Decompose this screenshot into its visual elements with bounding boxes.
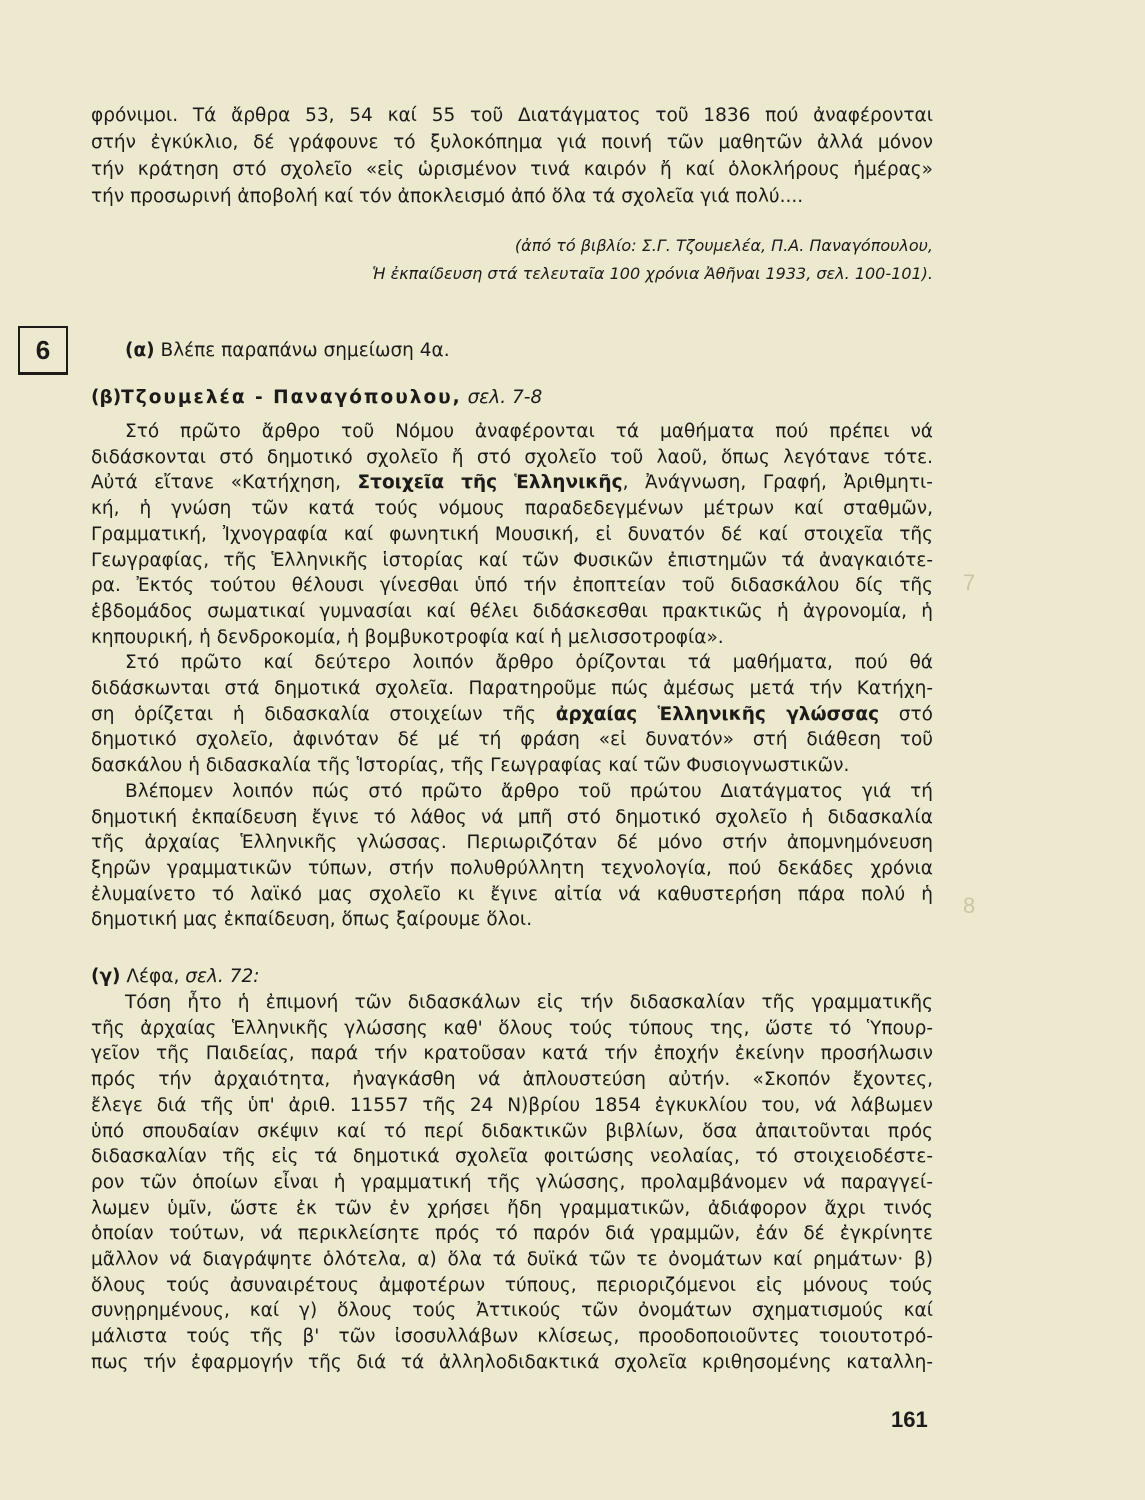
emphasis-text: ἀρχαίας Ἑλληνικῆς γλώσσας bbox=[555, 704, 880, 725]
section-b-line bbox=[91, 856, 933, 882]
bleed-through-mark: 7 bbox=[963, 570, 976, 595]
section-c-line: λωμεν ὑμῖν, ὥστε ἐκ τῶν ἐν χρήσει ἤδη γραμματικῶν, ἀδιάφορον ἄχρι τινός bbox=[91, 1198, 933, 1219]
section-b-line bbox=[91, 599, 933, 625]
section-b-line bbox=[91, 625, 933, 651]
emphasis-text: Στοιχεῖα τῆς Ἑλληνικῆς bbox=[357, 472, 623, 493]
text-run: δασκάλου ἡ διδασκαλία τῆς Ἱστορίας, τῆς Γεωγραφίας καί τῶν Φυσιογνωστικῶν. bbox=[91, 755, 850, 776]
section-b-ref: σελ. 7-8 bbox=[467, 387, 543, 408]
section-b-line bbox=[125, 419, 933, 445]
section-c-line: ὑπό σπουδαίαν σκέψιν καί τό περί διδακτικῶν βιβλίων, ὅσα ἀπαιτοῦνται πρός bbox=[91, 1121, 933, 1142]
section-b-line bbox=[91, 548, 933, 574]
section-b-label: (β) bbox=[91, 387, 122, 408]
citation-line-1: (ἀπό τό βιβλίο: Σ.Γ. Τζουμελέα, Π.Α. Παναγόπουλου, bbox=[514, 236, 933, 255]
section-b-line bbox=[91, 573, 933, 599]
text-run: κή, ἡ γνώση τῶν κατά τούς νόμους παραδεδεγμένων μέτρων καί σταθμῶν, bbox=[91, 498, 933, 519]
section-a-text: Βλέπε παραπάνω σημείωση 4α. bbox=[160, 340, 450, 361]
text-run: ἐλυμαίνετο τό λαϊκό μας σχολεῖο κι ἔγινε αἰτία νά καθυστερήση πάρα πολύ ἡ bbox=[91, 884, 933, 905]
section-b-line bbox=[91, 882, 933, 908]
text-run: ξηρῶν γραμματικῶν τύπων, στήν πολυθρύλλητη τεχνολογία, πού δεκάδες χρόνια bbox=[91, 858, 933, 879]
section-b-line bbox=[91, 445, 933, 471]
section-c-label: (γ) bbox=[91, 966, 121, 987]
text-run: στό bbox=[879, 704, 933, 725]
intro-line: στήν ἐγκύκλιο, δέ γράφουνε τό ξυλοκόπημα γιά ποινή τῶν μαθητῶν ἀλλά μόνον bbox=[91, 132, 933, 153]
section-b-heading bbox=[91, 385, 542, 411]
section-c-line: γεῖον τῆς Παιδείας, παρά τήν κρατοῦσαν κατά τήν ἐποχήν ἐκείνην προσήλωσιν bbox=[91, 1043, 933, 1064]
text-run: Αὐτά εἴτανε «Κατήχηση, bbox=[91, 472, 358, 493]
section-a bbox=[125, 338, 450, 364]
section-c-author: Λέφα, bbox=[126, 966, 180, 987]
section-c-heading bbox=[91, 964, 259, 990]
section-b-line bbox=[91, 702, 933, 728]
text-run: ση ὁρίζεται ἡ διδασκαλία στοιχείων τῆς bbox=[91, 704, 556, 725]
text-run: ρα. Ἐκτός τούτου θέλουσι γίνεσθαι ὑπό τήν ἐποπτείαν τοῦ διδασκάλου δίς τῆς bbox=[91, 575, 933, 596]
text-run: Γραμματική, Ἰχνογραφία καί φωνητική Μουσική, εἰ δυνατόν δέ καί στοιχεῖα τῆς bbox=[91, 524, 933, 545]
section-c-line: πρός τήν ἀρχαιότητα, ἠναγκάσθη νά ἁπλουστεύση αὐτήν. «Σκοπόν ἔχοντες, bbox=[91, 1069, 933, 1090]
section-b-author: Τζουμελέα - Παναγόπουλου, bbox=[121, 387, 462, 408]
section-c-line: μάλιστα τούς τῆς β' τῶν ἰσοσυλλάβων κλίσεως, προοδοποιοῦντες τοιουτοτρό- bbox=[91, 1326, 933, 1347]
text-run: ἑβδομάδος σωματικαί γυμνασίαι καί θέλει διδάσκεσθαι πρακτικῶς ἡ ἀγρονομία, ἡ bbox=[91, 601, 933, 622]
section-b-line bbox=[91, 727, 933, 753]
intro-line: τήν προσωρινή ἀποβολή καί τόν ἀποκλεισμό ἀπό ὅλα τά σχολεῖα γιά πολύ.... bbox=[91, 186, 804, 207]
bleed-through-mark: 8 bbox=[963, 893, 976, 918]
section-c-line: πως τήν ἐφαρμογήν τῆς διά τά ἀλληλοδιδακτικά σχολεῖα κριθησομένης καταλλη- bbox=[91, 1352, 933, 1373]
text-run: τῆς ἀρχαίας Ἑλληνικῆς γλώσσας. Περιωριζόταν δέ μόνο στήν ἀπομνημόνευση bbox=[91, 832, 933, 853]
text-run: δημοτική μας ἐκπαίδευση, ὅπως ξαίρουμε ὅλοι. bbox=[91, 909, 533, 930]
text-run: δημοτικό σχολεῖο, ἀφινόταν δέ μέ τή φράση «εἰ δυνατόν» στή διάθεση τοῦ bbox=[91, 729, 933, 750]
section-c-line: Τόση ἦτο ἡ ἐπιμονή τῶν διδασκάλων εἰς τήν διδασκαλίαν τῆς γραμματικῆς bbox=[125, 992, 933, 1013]
section-c-line: ἔλεγε διά τῆς ὑπ' ἀριθ. 11557 τῆς 24 Ν)βρίου 1854 ἐγκυκλίου του, νά λάβωμεν bbox=[91, 1095, 933, 1116]
page-number: 161 bbox=[891, 1407, 928, 1432]
section-b-line bbox=[91, 470, 933, 496]
section-b-line bbox=[125, 650, 933, 676]
section-b-line bbox=[125, 779, 933, 805]
section-c-line: ὁποίαν τούτων, νά περικλείσητε πρός τό παρόν διά γραμμῶν, ἐάν δέ ἐγκρίνητε bbox=[91, 1223, 933, 1244]
section-b-line bbox=[91, 830, 933, 856]
section-b-line bbox=[91, 676, 933, 702]
text-run: διδάσκονται στό δημοτικό σχολεῖο ἤ στό σχολεῖο τοῦ λαοῦ, ὅπως λεγότανε τότε. bbox=[91, 447, 933, 468]
section-b-line bbox=[91, 753, 933, 779]
text-run: δημοτική ἐκπαίδευση ἔγινε τό λάθος νά μπῆ στό δημοτικό σχολεῖο ἡ διδασκαλία bbox=[91, 807, 933, 828]
section-c-line: ὅλους τούς ἀσυναιρέτους ἀμφοτέρων τύπους, περιοριζόμενοι εἰς μόνους τούς bbox=[91, 1275, 933, 1296]
text-run: Βλέπομεν λοιπόν πώς στό πρῶτο ἄρθρο τοῦ πρώτου Διατάγματος γιά τή bbox=[125, 781, 933, 802]
section-a-label: (α) bbox=[125, 340, 155, 361]
citation-line-2: Ἡ ἐκπαίδευση στά τελευταῖα 100 χρόνια Ἀθῆναι 1933, σελ. 100-101). bbox=[372, 264, 933, 283]
intro-line: τήν κράτηση στό σχολεῖο «εἰς ὡρισμένον τινά καιρόν ἤ καί ὁλοκλήρους ἡμέρας» bbox=[91, 159, 933, 180]
section-b-line bbox=[91, 522, 933, 548]
text-run: κηπουρική, ἡ δενδροκομία, ἡ βομβυκοτροφία καί ἡ μελισσοτροφία». bbox=[91, 627, 724, 648]
text-run: διδάσκωνται στά δημοτικά σχολεῖα. Παρατηροῦμε πώς ἀμέσως μετά τήν Κατήχη- bbox=[91, 678, 933, 699]
section-b-line bbox=[91, 907, 933, 933]
divider-rule bbox=[18, 373, 68, 375]
section-c-line: μᾶλλον νά διαγράψητε ὁλότελα, α) ὅλα τά δυϊκά τῶν τε ὀνομάτων καί ρημάτων· β) bbox=[91, 1249, 933, 1270]
section-c-line: τῆς ἀρχαίας Ἑλληνικῆς γλώσσης καθ' ὅλους τούς τύπους της, ὥστε τό Ὑπουρ- bbox=[91, 1018, 933, 1039]
text-run: Στό πρῶτο καί δεύτερο λοιπόν ἄρθρο ὁρίζονται τά μαθήματα, πού θά bbox=[125, 652, 933, 673]
text-run: Γεωγραφίας, τῆς Ἑλληνικῆς ἱστορίας καί τῶν Φυσικῶν ἐπιστημῶν τά ἀναγκαιότε- bbox=[91, 550, 933, 571]
section-b-line bbox=[91, 496, 933, 522]
text-run: Στό πρῶτο ἄρθρο τοῦ Νόμου ἀναφέρονται τά μαθήματα πού πρέπει νά bbox=[125, 421, 933, 442]
intro-line: φρόνιμοι. Τά ἄρθρα 53, 54 καί 55 τοῦ Διατάγματος τοῦ 1836 πού ἀναφέρονται bbox=[91, 105, 933, 126]
section-c-line: διδασκαλίαν τῆς εἰς τά δημοτικά σχολεῖα φοιτώσης νεολαίας, τό στοιχειοδέστε- bbox=[91, 1146, 933, 1167]
text-run: , Ἀνάγνωση, Γραφή, Ἀριθμητι- bbox=[622, 472, 933, 493]
section-c-line: συνῃρημένους, καί γ) ὅλους τούς Ἀττικούς τῶν ὀνομάτων σχηματισμούς καί bbox=[91, 1300, 933, 1321]
question-number-box: 6 bbox=[18, 326, 68, 374]
section-c-ref: σελ. 72: bbox=[185, 966, 260, 987]
section-b-line bbox=[91, 805, 933, 831]
section-c-line: ρον τῶν ὁποίων εἶναι ἡ γραμματική τῆς γλώσσης, προλαμβάνομεν νά παραγγεί- bbox=[91, 1172, 933, 1193]
